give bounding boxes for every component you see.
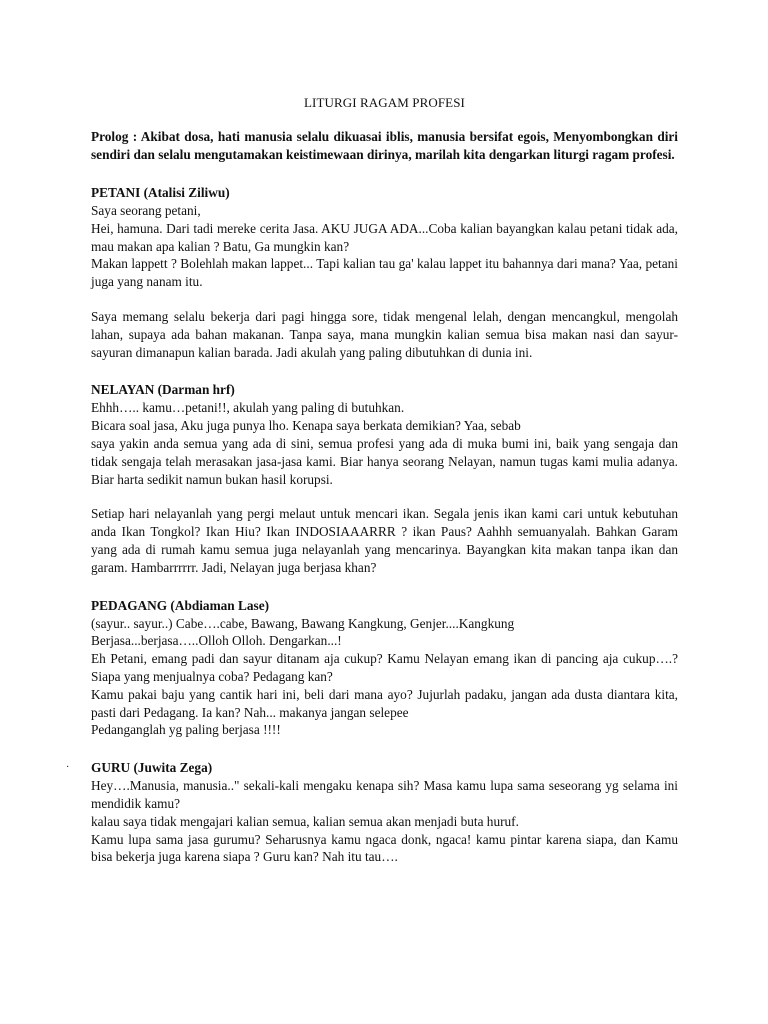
section-guru: [66, 759, 678, 866]
section-nelayan: [91, 381, 678, 576]
nelayan-line-1: Ehhh….. kamu…petani!!, akulah yang paling di butuhkan.: [91, 400, 405, 416]
pedagang-line-1: (sayur.. sayur..) Cabe….cabe, Bawang, Bawang Kangkung, Genjer....Kangkung: [91, 615, 515, 631]
pedagang-line-3: Eh Petani, emang padi dan sayur ditanam aja cukup? Kamu Nelayan emang ikan di pancing aja cukup….? Siapa yang menjualnya coba? Pedagang kan?: [91, 651, 678, 684]
pedagang-line-4: Kamu pakai baju yang cantik hari ini, beli dari mana ayo? Jujurlah padaku, jangan ada dusta diantara kita, pasti dari Pedagang. Ia kan? Nah... makanya jangan selepee: [91, 686, 678, 720]
pedagang-line-2: Berjasa...berjasa…..Olloh Olloh. Dengarkan...!: [91, 633, 342, 649]
petani-line-1: Saya seorang petani,: [91, 203, 201, 218]
prolog-paragraph: Prolog : Akibat dosa, hati manusia selalu dikuasai iblis, manusia bersifat egois, Menyombongkan diri sendiri dan selalu mengutamakan keistimewaan dirinya, marilah kita dengarkan liturgi ragam profesi.: [91, 129, 678, 162]
nelayan-line-2: Bicara soal jasa, Aku juga punya lho. Kenapa saya berkata demikian? Yaa, sebab: [91, 418, 521, 434]
guru-heading: GURU (Juwita Zega): [91, 760, 213, 776]
petani-paragraph-2: Saya memang selalu bekerja dari pagi hingga sore, tidak mengenal lelah, dengan mencangkul, mengolah lahan, supaya ada bahan makanan. Tanpa saya, mana mungkin kalian semua bisa makan nasi dan sayur-sayuran dimanapun kalian barada. Jadi akulah yang paling dibutuhkan di dunia ini.: [91, 308, 678, 360]
petani-heading: PETANI (Atalisi Ziliwu): [91, 185, 230, 200]
guru-line-2: kalau saya tidak mengajari kalian semua, kalian semua akan menjadi buta huruf.: [91, 813, 519, 829]
section-pedagang: [91, 597, 678, 740]
guru-line-1: Hey….Manusia, manusia.." sekali-kali mengaku kenapa sih? Masa kamu lupa sama seseorang yg selama ini mendidik kamu?: [91, 778, 678, 811]
bullet-dot-icon: ·: [66, 762, 70, 774]
nelayan-line-3: saya yakin anda semua yang ada di sini, semua profesi yang ada di muka bumi ini, baik yang sengaja dan tidak sengaja telah merasakan jasa-jasa kami. Biar hanya seorang Nelayan, namun tugas kami mulia adanya. Biar harta sedikit namun bukan hasil korupsi.: [91, 435, 678, 487]
section-petani: [91, 184, 678, 361]
petani-line-3: Makan lappett ? Bolehlah makan lappet... Tapi kalian tau ga' kalau lappet itu bahannya dari mana? Yaa, petani juga yang nanam itu.: [91, 256, 678, 290]
nelayan-heading: NELAYAN (Darman hrf): [91, 382, 235, 398]
petani-line-2: Hei, hamuna. Dari tadi mereke cerita Jasa. AKU JUGA ADA...Coba kalian bayangkan kalau petani tidak ada, mau makan apa kalian ? Batu, Ga mungkin kan?: [91, 220, 678, 254]
pedagang-line-5: Pedanganglah yg paling berjasa !!!!: [91, 722, 281, 738]
document-title: LITURGI RAGAM PROFESI: [303, 95, 465, 110]
pedagang-heading: PEDAGANG (Abdiaman Lase): [91, 597, 270, 613]
nelayan-paragraph-2: Setiap hari nelayanlah yang pergi melaut untuk mencari ikan. Segala jenis ikan kami cari untuk kebutuhan anda Ikan Tongkol? Ikan Hiu? Ikan INDOSIAAARRR ? ikan Paus? Aahhh semuanyalah. Bahkan Garam yang ada di rumah kamu semua juga nelayanlah yang mencarinya. Bayangkan kita makan tanpa ikan dan garam. Hambarrrrrr. Jadi, Nelayan juga berjasa khan?: [91, 506, 678, 575]
guru-line-3: Kamu lupa sama jasa gurumu? Seharusnya kamu ngaca donk, ngaca! kamu pintar karena siapa, dan Kamu bisa bekerja juga karena siapa ? Guru kan? Nah itu tau….: [91, 831, 678, 865]
